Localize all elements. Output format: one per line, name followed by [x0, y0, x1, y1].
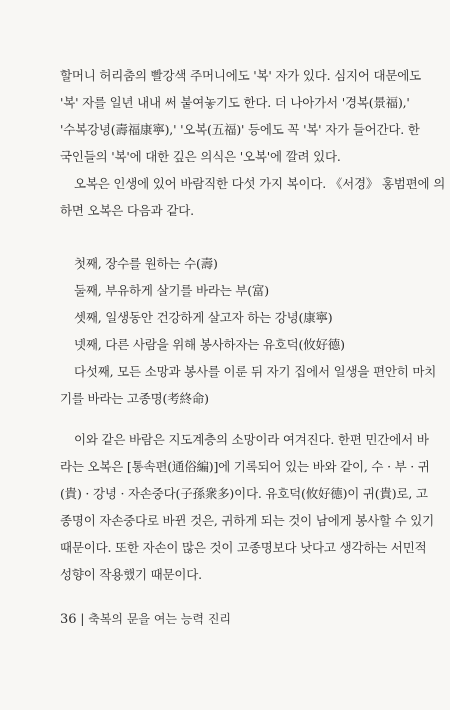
list-item: 다섯째, 모든 소망과 봉사를 이룬 뒤 자기 집에서 일생을 편안히 마치 — [74, 364, 437, 379]
paragraph-line: (貴) · 강녕 · 자손중다(子孫衆多)이다. 유호덕(攸好德)이 귀(貴)로, 고 — [60, 486, 428, 501]
five-blessings-list — [60, 250, 437, 412]
paragraph-line: 라는 오복은 [통속편(通俗編)]에 기록되어 있는 바와 같이, 수 · 부 · 귀 — [60, 459, 430, 474]
list-item: 넷째, 다른 사람을 위해 봉사하자는 유호덕(攸好德) — [74, 337, 345, 352]
paragraph-line: 오복은 인생에 있어 바람직한 다섯 가지 복이다. 《서경》 홍범편에 의 — [74, 176, 446, 191]
running-book-title: 축복의 문을 여는 능력 진리 — [88, 612, 232, 626]
page-footer — [60, 610, 231, 627]
paragraph-line: 이와 같은 바람은 지도계층의 소망이라 여겨진다. 한편 민간에서 바 — [74, 432, 429, 447]
paragraph-line: 성향이 작용했기 때문이다. — [60, 567, 202, 582]
paragraph-line: '복' 자를 일년 내내 써 붙여놓기도 한다. 더 나아가서 '경복(景福),' — [60, 95, 410, 110]
list-item: 둘째, 부유하게 살기를 바라는 부(富) — [74, 283, 269, 298]
paragraph-line: 할머니 허리춤의 빨강색 주머니에도 '복' 자가 있다. 심지어 대문에도 — [60, 68, 422, 83]
paragraph-line: 국인들의 '복'에 대한 깊은 의식은 '오복'에 깔려 있다. — [60, 149, 341, 164]
list-item: 셋째, 일생동안 건강하게 살고자 하는 강녕(康寧) — [74, 310, 333, 325]
paragraph-line: '수복강녕(壽福康寧),' '오복(五福)' 등에도 꼭 '복' 자가 들어간다. 한 — [60, 122, 420, 137]
paragraph-line: 하면 오복은 다음과 같다. — [60, 203, 194, 218]
paragraph-1 — [60, 62, 422, 170]
footer-separator: | — [80, 612, 85, 626]
paragraph-3 — [60, 426, 435, 588]
paragraph-line: 때문이다. 또한 자손이 많은 것이 고종명보다 낫다고 생각하는 서민적 — [60, 540, 427, 555]
paragraph-2 — [60, 170, 446, 224]
list-item-continuation: 기를 바라는 고종명(考終命) — [60, 391, 209, 406]
paragraph-line: 종명이 자손중다로 바뀐 것은, 귀하게 되는 것이 남에게 봉사할 수 있기 — [60, 513, 435, 528]
page-number: 36 — [60, 612, 77, 627]
list-item: 첫째, 장수를 원하는 수(壽) — [74, 256, 218, 271]
